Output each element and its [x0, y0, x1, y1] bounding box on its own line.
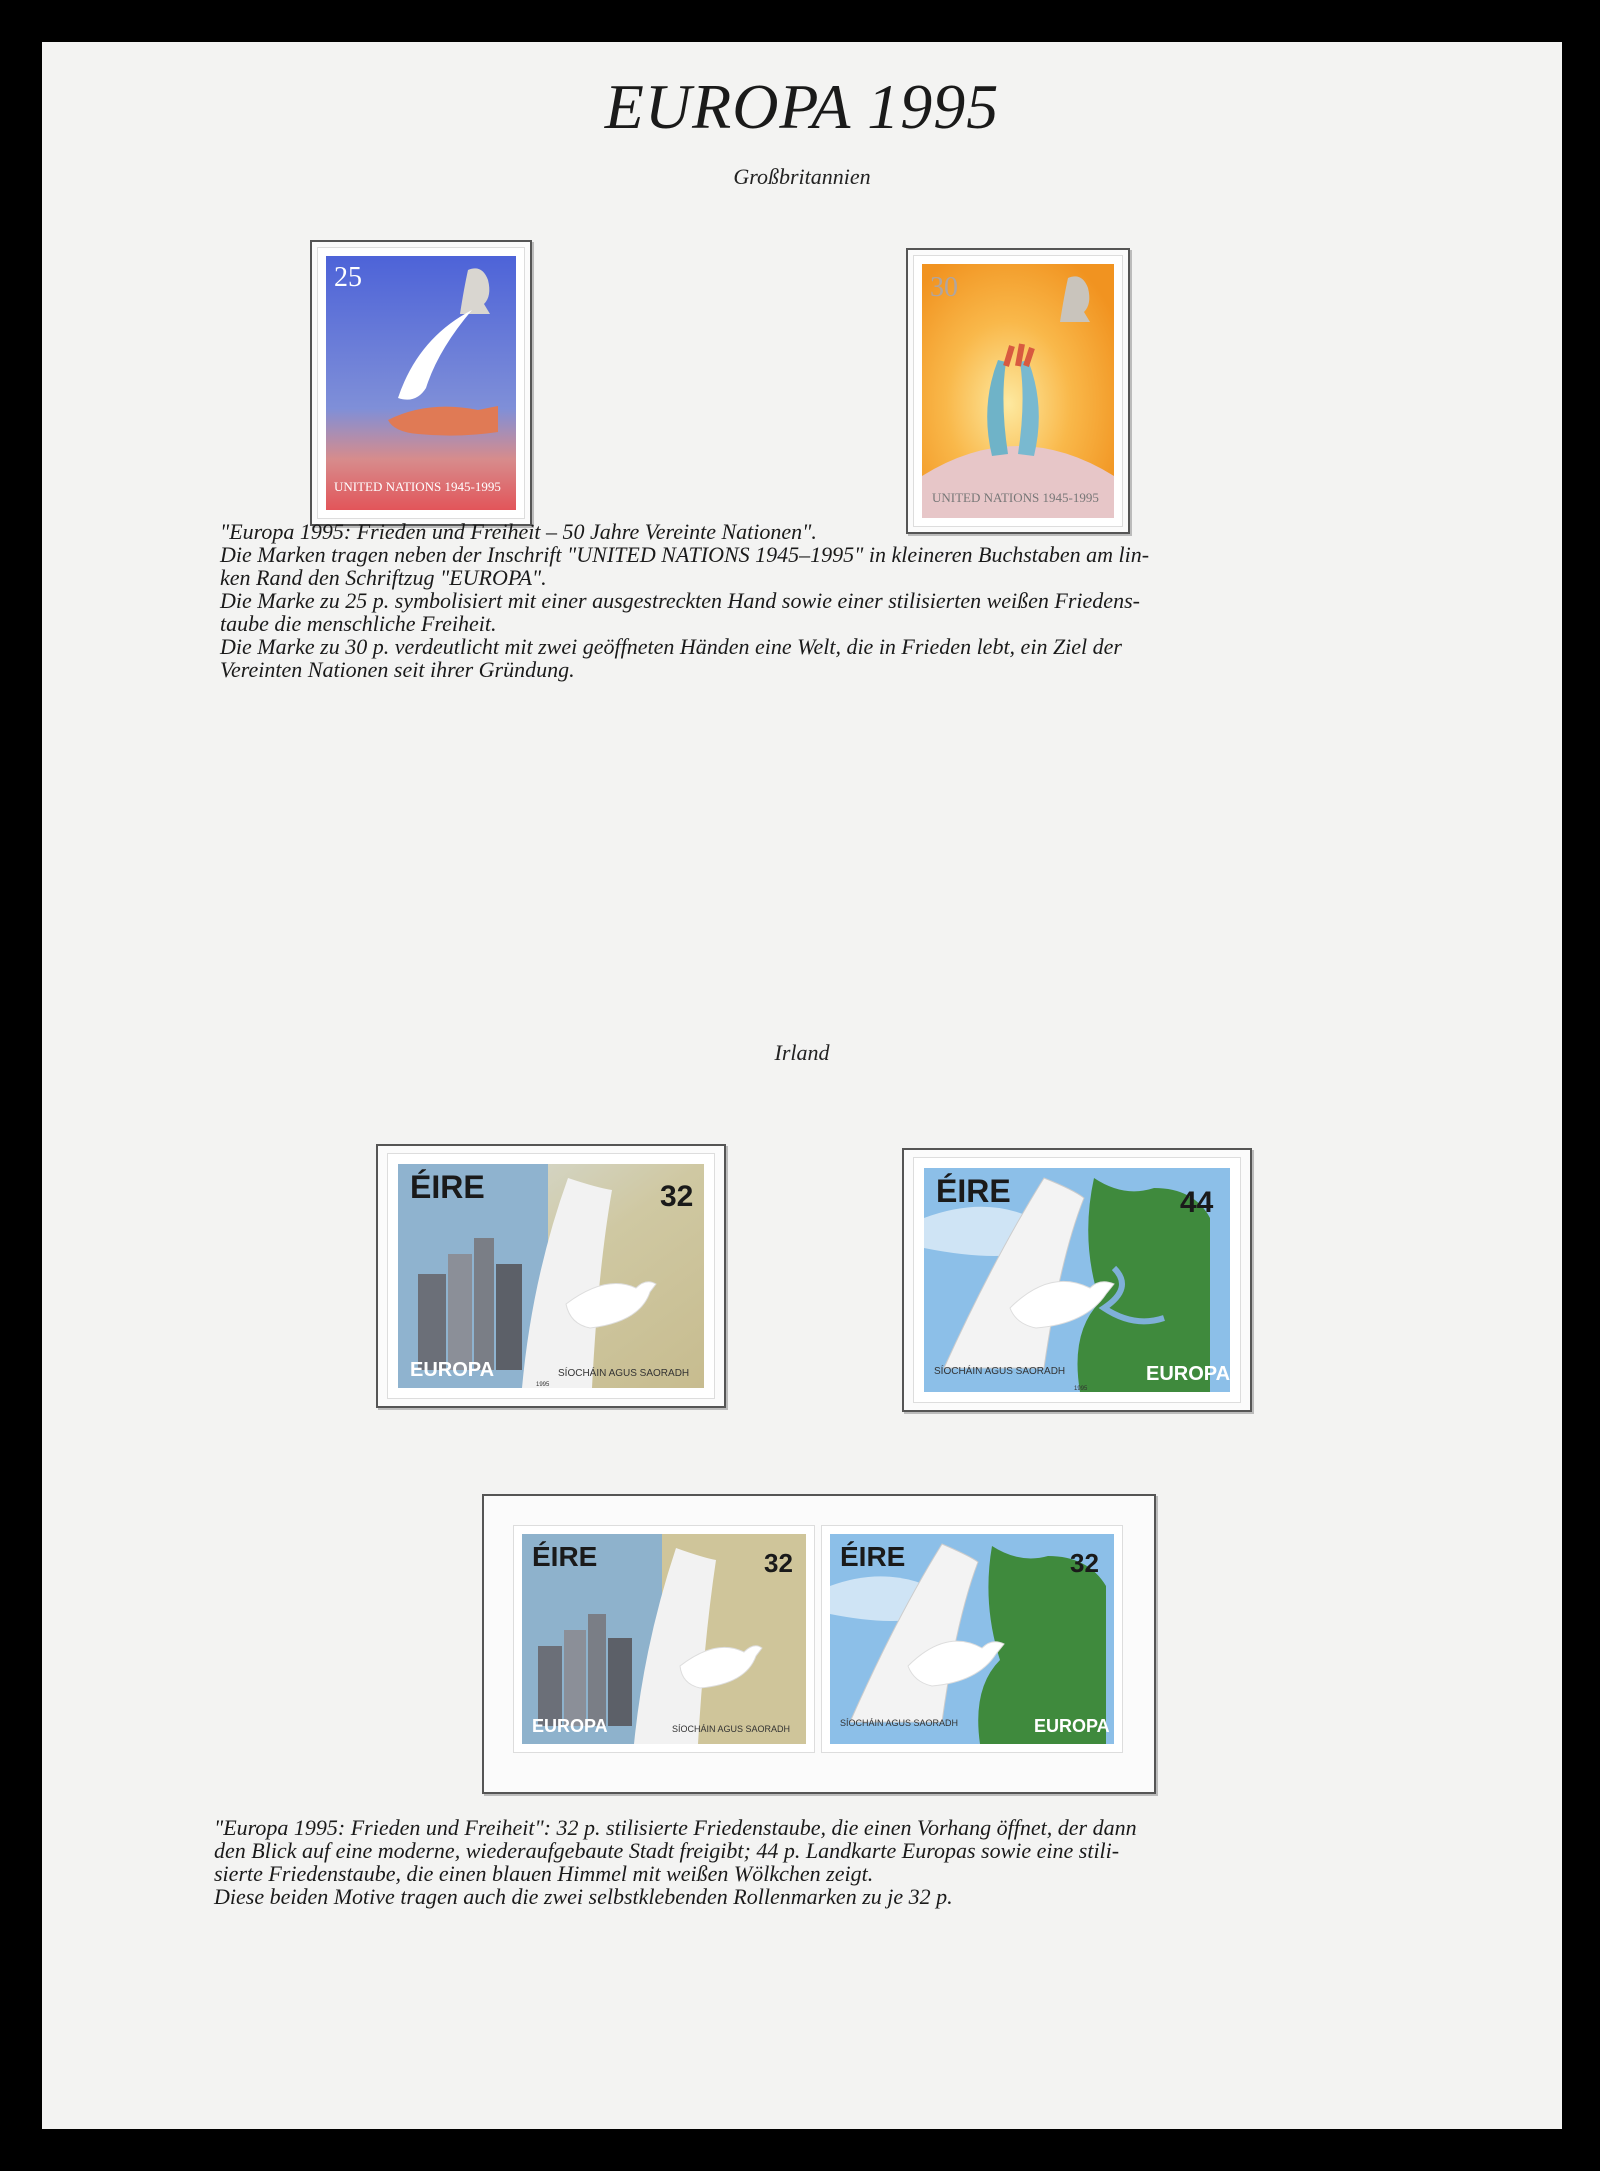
stamp-ie-32-year: 1995 [536, 1382, 550, 1388]
stamp-gb-25 [318, 248, 524, 518]
stamp-ie-44-europa: EUROPA [1146, 1363, 1231, 1385]
coil-stamp-b-country: ÉIRE [840, 1541, 906, 1572]
coil-stamp-ie-32-city [514, 1526, 814, 1752]
coil-stamp-b-value: 32 [1070, 1548, 1099, 1578]
coil-stamp-a-europa: EUROPA [532, 1716, 608, 1736]
stamp-ie-44-year: 1995 [1074, 1386, 1088, 1392]
coil-pair-mount [482, 1494, 1156, 1794]
stamp-ie-32-country: ÉIRE [410, 1169, 485, 1205]
stamp-ie-32-europa: EUROPA [410, 1359, 495, 1381]
coil-stamp-ie-32-map [822, 1526, 1122, 1752]
gb-description-line: "Europa 1995: Frieden und Freiheit – 50 Jahre Vereinte Nationen". [220, 519, 817, 544]
stamp-ie-44-art [914, 1158, 1240, 1402]
stamp-ie-44-caption: SÍOCHÁIN AGUS SAORADH [934, 1366, 1066, 1377]
coil-stamp-b-caption: SÍOCHÁIN AGUS SAORADH [840, 1718, 959, 1728]
stamp-ie-44 [914, 1158, 1240, 1402]
gb-description-line: Vereinten Nationen seit ihrer Gründung. [220, 657, 575, 682]
coil-stamp-a-caption: SÍOCHÁIN AGUS SAORADH [672, 1724, 791, 1734]
gb-description-line: Die Marke zu 30 p. verdeutlicht mit zwei geöffneten Händen eine Welt, die in Frieden lebt, ein Ziel der [220, 634, 1122, 659]
ie-description-line: den Blick auf eine moderne, wiederaufgebaute Stadt freigibt; 44 p. Landkarte Europas sowie eine stili- [214, 1838, 1120, 1863]
stamp-ie-32-art [388, 1154, 714, 1398]
stamp-gb-30-inscription: UNITED NATIONS 1945-1995 [932, 490, 1099, 505]
stamp-mount-gb-25 [310, 240, 532, 526]
coil-stamp-a-country: ÉIRE [532, 1541, 598, 1572]
ie-description-line: Diese beiden Motive tragen auch die zwei selbstklebenden Rollenmarken zu je 32 p. [214, 1884, 953, 1909]
stamp-ie-32-caption: SÍOCHÁIN AGUS SAORADH [558, 1368, 690, 1379]
country-heading-ie: Irland [774, 1040, 830, 1065]
stamp-mount-gb-30 [906, 248, 1130, 534]
stamp-ie-44-country: ÉIRE [936, 1173, 1011, 1209]
stamp-gb-25-inscription: UNITED NATIONS 1945-1995 [334, 479, 501, 494]
stamp-ie-32-value: 32 [660, 1180, 694, 1213]
gb-description-line: taube die menschliche Freiheit. [220, 611, 497, 636]
album-page [42, 42, 1562, 2129]
ie-description-line: sierte Friedenstaube, die einen blauen Himmel mit weißen Wölkchen zeigt. [214, 1861, 874, 1886]
stamp-gb-25-value: 25 [334, 262, 362, 293]
stamp-gb-30 [914, 256, 1122, 526]
stamp-gb-25-art [318, 248, 524, 518]
coil-stamp-a-value: 32 [764, 1548, 793, 1578]
gb-description-line: ken Rand den Schriftzug "EUROPA". [220, 565, 547, 590]
stamp-ie-44-value: 44 [1180, 1186, 1214, 1219]
ie-description-line: "Europa 1995: Frieden und Freiheit": 32 p. stilisierte Friedenstaube, die einen Vorhang öffnet, der dann [214, 1815, 1137, 1840]
country-heading-gb: Großbritannien [733, 164, 871, 189]
stamp-gb-30-art [914, 256, 1122, 526]
stamp-mount-ie-32 [376, 1144, 726, 1408]
gb-description [220, 520, 1380, 681]
coil-stamp-a-art [514, 1526, 814, 1752]
stamp-mount-ie-44 [902, 1148, 1252, 1412]
stamp-ie-32 [388, 1154, 714, 1398]
page-title: EUROPA 1995 [604, 71, 1000, 142]
gb-description-line: Die Marken tragen neben der Inschrift "UNITED NATIONS 1945–1995" in kleineren Buchstaben am lin- [220, 542, 1150, 567]
gb-description-line: Die Marke zu 25 p. symbolisiert mit einer ausgestreckten Hand sowie einer stilisierten weißen Friedens- [220, 588, 1140, 613]
coil-stamp-b-europa: EUROPA [1034, 1716, 1110, 1736]
ie-description [214, 1816, 1382, 1908]
stamp-gb-30-value: 30 [930, 272, 958, 303]
coil-stamp-b-art [822, 1526, 1122, 1752]
